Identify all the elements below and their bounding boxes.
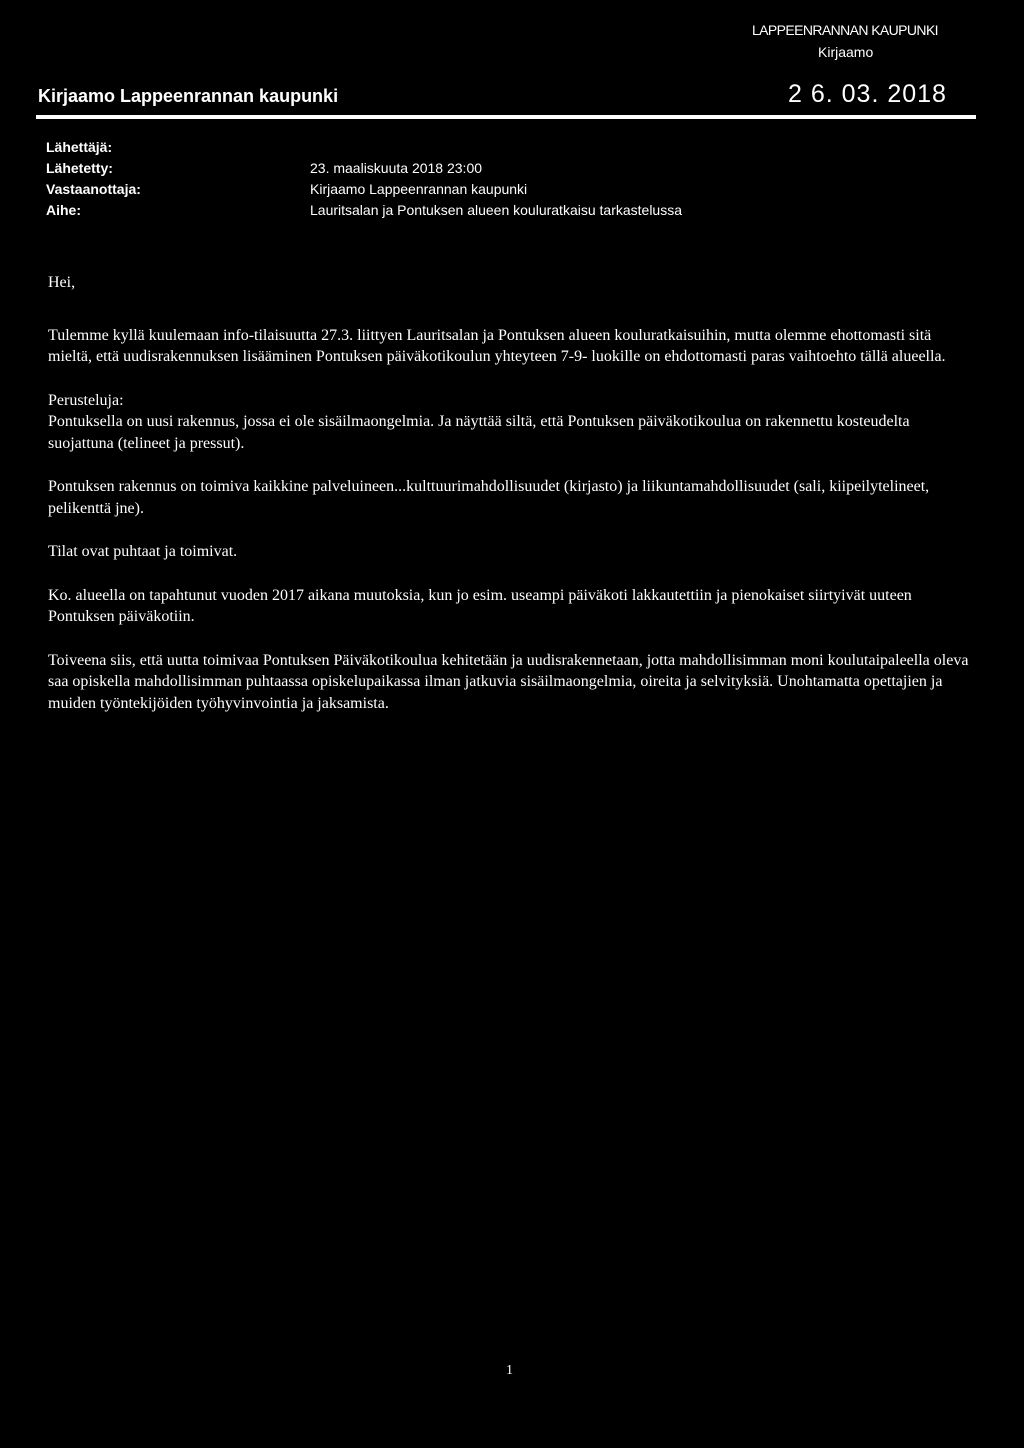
to-label: Vastaanottaja: — [46, 181, 141, 197]
paragraph-facilities: Tilat ovat puhtaat ja toimivat. — [48, 543, 238, 560]
sender-header: Kirjaamo Lappeenrannan kaupunki — [38, 86, 339, 106]
paragraph-reasons: Pontuksella on uusi rakennus, jossa ei ole sisäilmaongelmia. Ja näyttää siltä, että Pontuksen päiväkotikoulua on rakennettu kosteudelta suojattuna (telineet ja pressut). — [48, 413, 910, 452]
stamp-date: 2 6. 03. 2018 — [788, 80, 947, 108]
page-number: 1 — [506, 1363, 513, 1378]
sent-label: Lähetetty: — [46, 160, 113, 176]
header-divider — [36, 115, 976, 119]
paragraph-building: Pontuksen rakennus on toimiva kaikkine palveluineen...kulttuurimahdollisuudet (kirjasto) ja liikuntamahdollisuudet (sali, kiipeilytelineet, pelikenttä jne). — [48, 478, 930, 517]
paragraph-changes: Ko. alueella on tapahtunut vuoden 2017 aikana muutoksia, kun jo esim. useampi päiväkoti lakkautettiin ja pienokaiset siirtyivät uuteen Pontuksen päiväkotiin. — [48, 586, 912, 625]
paragraph-wish: Toiveena siis, että uutta toimivaa Pontuksen Päiväkotikoulua kehitetään ja uudisrakennetaan, jotta mahdollisimman moni koulutaipaleella oleva saa opiskella mahdollisimman puhtaassa opiskelupaikassa ilman jatkuvia sisäilmaongelmia, oireita ja selvityksiä. Unohtamatta opettajien ja muiden työntekijöiden työhyvinvointia ja jaksamista. — [48, 651, 969, 712]
email-body — [48, 272, 978, 714]
subject-value: Lauritsalan ja Pontuksen alueen kouluratkaisu tarkastelussa — [310, 202, 683, 218]
greeting: Hei, — [48, 274, 76, 291]
from-label: Lähettäjä: — [46, 139, 113, 155]
sent-value: 23. maaliskuuta 2018 23:00 — [310, 160, 483, 176]
stamp-organization: LAPPEENRANNAN KAUPUNKI — [752, 22, 938, 38]
to-value: Kirjaamo Lappeenrannan kaupunki — [310, 181, 528, 197]
reasons-heading: Perusteluja: — [48, 391, 124, 409]
stamp-office: Kirjaamo — [818, 44, 874, 60]
subject-label: Aihe: — [46, 202, 81, 218]
paragraph-intro: Tulemme kyllä kuulemaan info-tilaisuutta 27.3. liittyen Lauritsalan ja Pontuksen alueen kouluratkaisuihin, mutta olemme ehottomasti sitä mieltä, että uudisrakennuksen lisääminen Pontuksen päiväkotikoulun yhteyteen 7-9- luokille on ehdottomasti paras vaihtoehto tällä alueella. — [48, 326, 946, 365]
